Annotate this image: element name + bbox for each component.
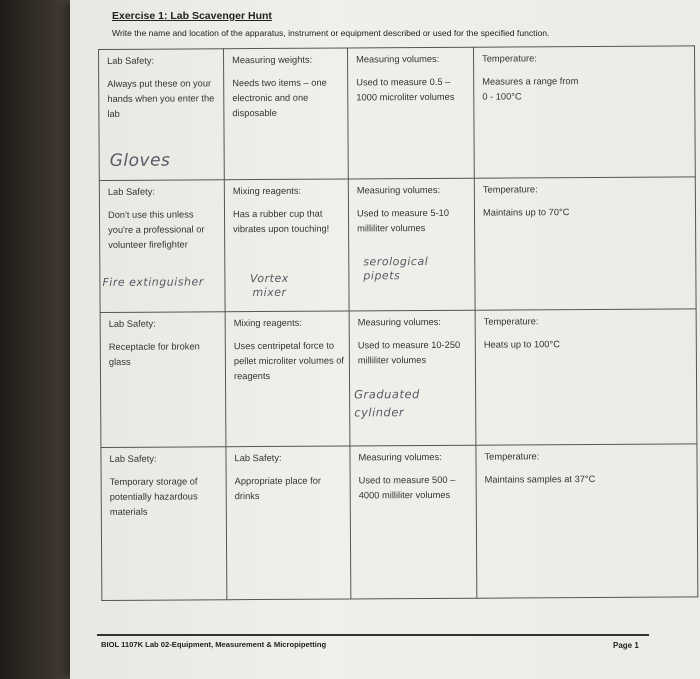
cell-description: Heats up to 100°C <box>483 339 560 350</box>
table-cell <box>347 47 474 179</box>
cell-header: Lab Safety: <box>108 318 156 329</box>
exercise-title: Exercise 1: Lab Scavenger Hunt <box>112 10 272 22</box>
cell-description: Don't use this unless you're a professional or volunteer firefighter <box>107 209 205 250</box>
cell-description: Always put these on your hands when you enter the lab <box>107 78 215 119</box>
table-cell <box>226 446 351 600</box>
cell-header: Lab Safety: <box>107 186 155 197</box>
table-cell <box>476 444 698 598</box>
table-cell <box>473 46 695 178</box>
table-cell <box>349 310 476 446</box>
cell-description: Used to measure 0.5 – 1000 microliter volumes <box>356 76 455 103</box>
handwritten-answer: serological pipets <box>363 254 429 283</box>
handwritten-answer: Vortex mixer <box>249 271 289 300</box>
footer-divider <box>97 634 649 636</box>
cell-description: Maintains up to 70°C <box>482 207 570 218</box>
table-row <box>99 177 696 313</box>
cell-header: Mixing reagents: <box>233 317 302 329</box>
scavenger-hunt-table <box>98 45 698 601</box>
table-cell <box>225 311 350 447</box>
cell-header: Measuring volumes: <box>358 451 442 463</box>
cell-description: Needs two items – one electronic and one disposable <box>232 77 327 119</box>
table-cell <box>224 48 349 180</box>
table-cell <box>99 49 225 181</box>
table-cell <box>475 309 697 445</box>
handwritten-answer: Fire extinguisher <box>102 275 204 289</box>
handwritten-answer: Gloves <box>109 150 171 171</box>
table-cell <box>474 177 696 310</box>
cell-header: Temperature: <box>482 53 537 64</box>
table-row <box>99 46 696 181</box>
cell-header: Lab Safety: <box>234 452 282 464</box>
table-cell <box>348 178 475 311</box>
cell-description: Maintains samples at 37°C <box>484 473 596 485</box>
cell-description: Used to measure 5-10 milliliter volumes <box>356 207 450 234</box>
cell-header: Lab Safety: <box>109 453 157 464</box>
cell-description: Measures a range from 0 - 100°C <box>482 76 579 102</box>
cell-header: Temperature: <box>483 316 539 327</box>
cell-header: Lab Safety: <box>107 55 155 66</box>
cell-header: Measuring volumes: <box>356 184 441 196</box>
cell-header: Temperature: <box>482 184 538 195</box>
table-cell <box>99 180 225 313</box>
background-edge <box>0 0 74 679</box>
cell-header: Temperature: <box>484 451 540 462</box>
table-cell <box>100 312 226 448</box>
cell-description: Uses centripetal force to pellet microliter volumes of reagents <box>233 340 345 382</box>
handwritten-answer: Graduated cylinder <box>354 387 420 420</box>
page-number: Page 1 <box>613 641 639 650</box>
cell-description: Temporary storage of potentially hazardous materials <box>109 476 198 517</box>
cell-header: Mixing reagents: <box>232 185 302 197</box>
table-cell <box>224 179 349 312</box>
cell-description: Used to measure 500 – 4000 milliliter volumes <box>358 474 456 501</box>
cell-description: Has a rubber cup that vibrates upon touching! <box>232 208 330 235</box>
instructions: Write the name and location of the apparatus, instrument or equipment described or used for the specified function. <box>112 28 550 38</box>
cell-description: Appropriate place for drinks <box>234 475 321 502</box>
cell-header: Measuring weights: <box>232 54 313 66</box>
cell-description: Used to measure 10-250 milliliter volumes <box>357 339 461 366</box>
cell-header: Measuring volumes: <box>356 53 440 65</box>
table-row <box>101 444 698 601</box>
table-cell <box>101 447 227 601</box>
table-row <box>100 309 697 448</box>
cell-description: Receptacle for broken glass <box>108 341 200 367</box>
cell-header: Measuring volumes: <box>357 316 441 328</box>
footer-course-label: BIOL 1107K Lab 02-Equipment, Measurement & Micropipetting <box>101 640 327 649</box>
table-cell <box>350 445 477 599</box>
